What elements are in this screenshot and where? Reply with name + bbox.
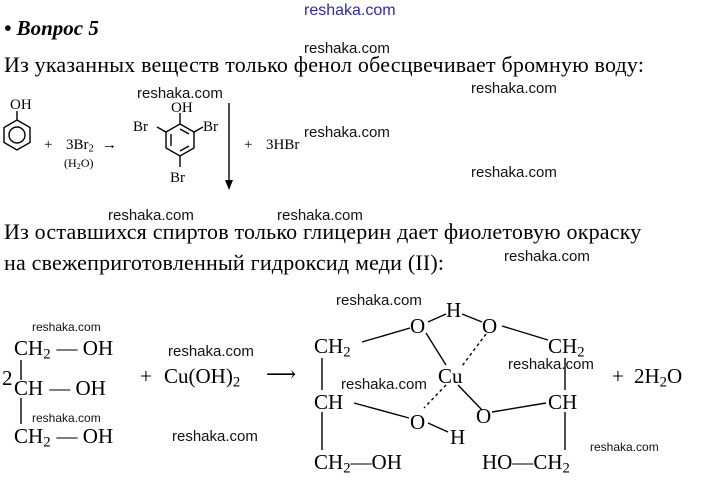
hydrogen-bridge-bottom: H: [450, 425, 466, 449]
watermark: reshaka.com: [590, 440, 659, 454]
plus-sign: +: [244, 137, 253, 153]
product-oh: OH: [171, 100, 193, 116]
oxygen-bottom-left: O: [410, 410, 426, 434]
paragraph-phenol: Из указанных веществ только фенол обесцвечивает бромную воду:: [4, 52, 645, 77]
glycerol-ch-middle: CH — OH: [14, 376, 106, 400]
copper-hydroxide: $Cu(OH)_2$: [164, 364, 241, 391]
reaction-arrow: →: [102, 137, 117, 153]
watermark: reshaka.com: [336, 292, 422, 309]
watermark-top: reshaka.com: [304, 2, 396, 19]
glycerol-ch2-top: $CH_2$ — OH: [14, 336, 114, 363]
complex-right-ch2: $CH_2$: [548, 334, 585, 361]
watermark: reshaka.com: [471, 80, 557, 97]
glycerol-coefficient: 2: [2, 366, 13, 390]
watermark: reshaka.com: [32, 320, 101, 334]
watermark: reshaka.com: [168, 343, 254, 360]
water-product: $2H_2O$: [634, 364, 683, 391]
watermark: reshaka.com: [304, 40, 390, 57]
hydrogen-bromide: 3HBr: [266, 137, 300, 153]
watermark: reshaka.com: [341, 376, 427, 393]
plus-sign: +: [44, 137, 53, 153]
watermark: reshaka.com: [32, 411, 101, 425]
complex-left-ch: CH: [314, 390, 344, 414]
watermark: reshaka.com: [304, 124, 390, 141]
watermark: reshaka.com: [504, 248, 590, 265]
paragraph-glycerol-line2: на свежеприготовленный гидроксид меди (II):: [4, 250, 445, 275]
bromine-reagent: $3Br_2$: [66, 137, 94, 155]
bromo-left: Br: [133, 119, 148, 135]
plus-sign: +: [140, 364, 152, 388]
watermark: reshaka.com: [108, 207, 194, 224]
complex-left-ch2oh: $CH_2—OH$: [314, 450, 402, 477]
complex-right-ch: CH: [548, 390, 578, 414]
watermark: reshaka.com: [172, 428, 258, 445]
watermark: reshaka.com: [277, 207, 363, 224]
oxygen-bottom-right: O: [476, 404, 492, 428]
oxygen-top-left: O: [410, 314, 426, 338]
watermark: reshaka.com: [508, 356, 594, 373]
oxygen-top-right: O: [482, 314, 498, 338]
plus-sign: +: [612, 364, 624, 388]
phenol-oh: OH: [10, 97, 32, 113]
complex-right-hoch2: $HO—CH_2$: [482, 450, 570, 477]
bromo-right: Br: [203, 119, 218, 135]
paragraph-glycerol-line1: Из оставшихся спиртов только глицерин дает фиолетовую окраску: [4, 219, 642, 244]
complex-left-ch2: $CH_2$: [314, 334, 351, 361]
hydrogen-bridge-top: H: [446, 298, 462, 322]
watermark: reshaka.com: [137, 85, 223, 102]
copper-center: Cu: [438, 364, 463, 388]
watermark: reshaka.com: [471, 164, 557, 181]
solvent-condition: $(H_2O)$: [64, 156, 94, 172]
reaction-arrow: ⟶: [266, 362, 297, 386]
bromo-bottom: Br: [170, 170, 185, 186]
glycerol-ch2-bottom: $CH_2$ — OH: [14, 424, 114, 451]
question-header: • Вопрос 5: [4, 16, 99, 40]
